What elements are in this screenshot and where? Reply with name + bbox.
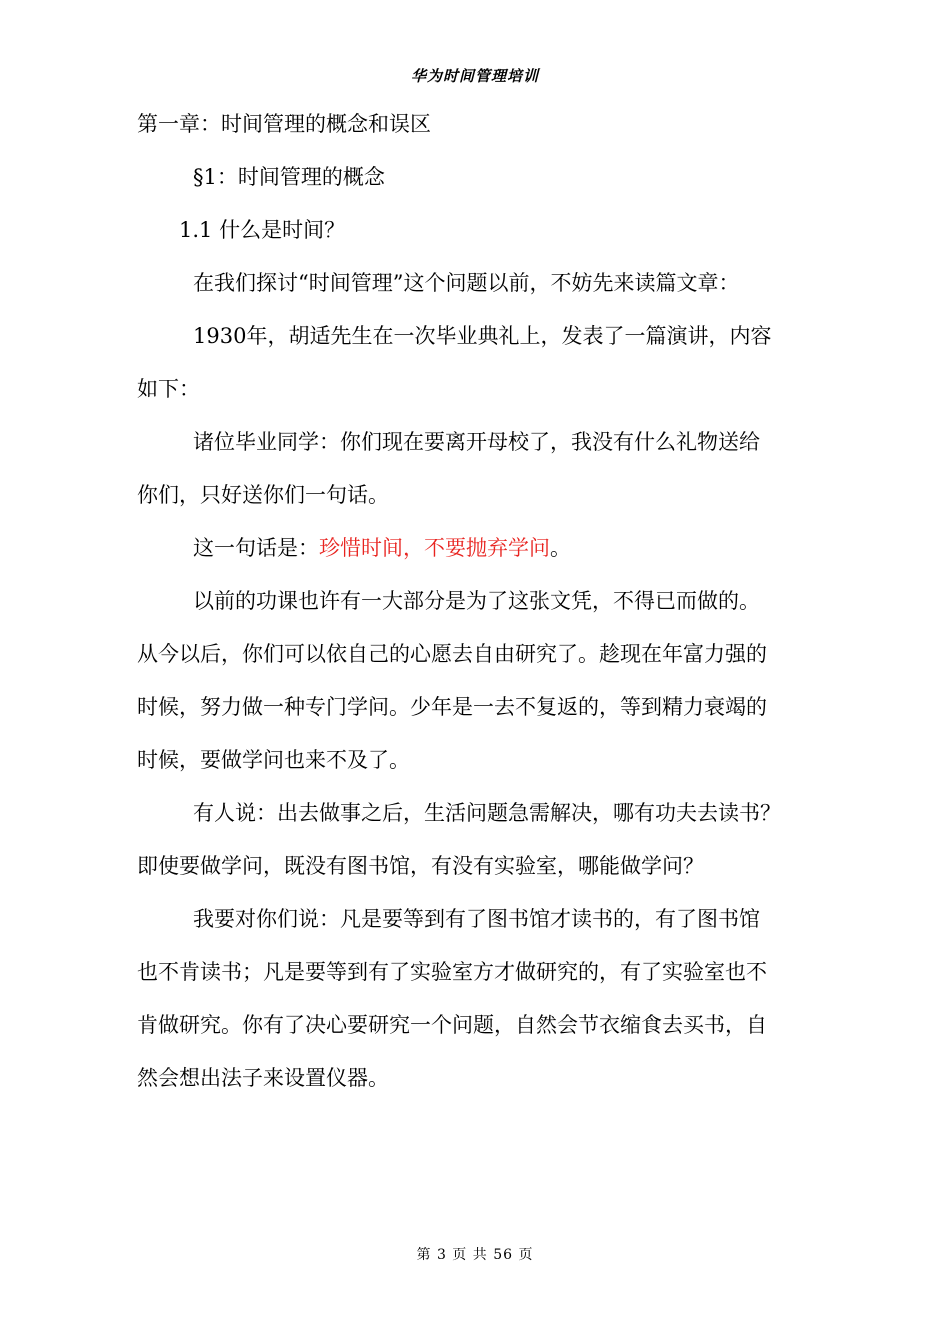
paragraph-5-line-2: 即使要做学问，既没有图书馆，有没有实验室，哪能做学问？: [137, 854, 704, 878]
chapter-title: 第一章：时间管理的概念和误区: [137, 112, 431, 136]
paragraph-2-line-1: 诸位毕业同学：你们现在要离开母校了，我没有什么礼物送给: [193, 430, 760, 454]
highlighted-quote: 珍惜时间，不要抛弃学问: [319, 536, 550, 560]
section-title: §1：时间管理的概念: [193, 165, 385, 189]
paragraph-6-line-4: 然会想出法子来设置仪器。: [137, 1066, 389, 1090]
paragraph-3-suffix: 。: [550, 536, 571, 560]
paragraph-1-line-2: 如下：: [137, 377, 200, 401]
subsection-title: 1.1 什么是时间？: [179, 218, 346, 242]
page-header-title: 华为时间管理培训: [410, 67, 539, 85]
paragraph-4-line-4: 时候，要做学问也来不及了。: [137, 748, 410, 772]
paragraph-4-line-3: 时候，努力做一种专门学问。少年是一去不复返的，等到精力衰竭的: [137, 695, 767, 719]
paragraph-6-line-2: 也不肯读书；凡是要等到有了实验室方才做研究的，有了实验室也不: [137, 960, 767, 984]
paragraph-6-line-3: 肯做研究。你有了决心要研究一个问题，自然会节衣缩食去买书，自: [137, 1013, 767, 1037]
paragraph-1-line-1: 1930年，胡适先生在一次毕业典礼上，发表了一篇演讲，内容: [193, 324, 772, 348]
document-body: [137, 98, 813, 1105]
intro-paragraph: 在我们探讨“时间管理”这个问题以前，不妨先来读篇文章：: [193, 271, 740, 295]
paragraph-5-line-1: 有人说：出去做事之后，生活问题急需解决，哪有功夫去读书？: [193, 801, 781, 825]
paragraph-6-line-1: 我要对你们说：凡是要等到有了图书馆才读书的，有了图书馆: [193, 907, 760, 931]
paragraph-4-line-1: 以前的功课也许有一大部分是为了这张文凭，不得已而做的。: [193, 589, 760, 613]
paragraph-3: [137, 522, 813, 575]
paragraph-4-line-2: 从今以后，你们可以依自己的心愿去自由研究了。趁现在年富力强的: [137, 642, 767, 666]
paragraph-2-line-2: 你们，只好送你们一句话。: [137, 483, 389, 507]
paragraph-3-prefix: 这一句话是：: [193, 536, 319, 560]
page-number-footer: 第 3 页 共 56 页: [416, 1247, 534, 1263]
